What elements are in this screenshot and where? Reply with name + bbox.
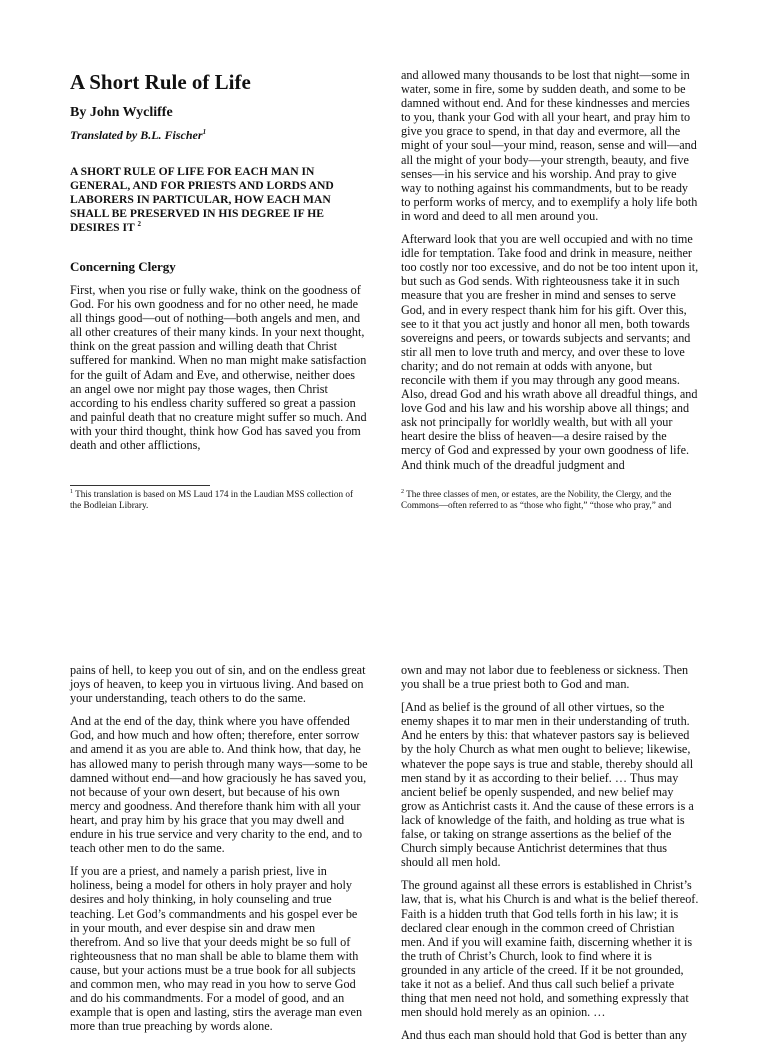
page-1-left-column bbox=[70, 70, 368, 461]
paragraph: Afterward look that you are well occupied and with no time idle for temptation. Take food and drink in measure, neither too costly nor too excessive, and do not be too intent upon it, but such as God sends. With righteousness take it in such measure that you are fresher in mind and senses to serve God, and in every respect thank him for his gift. Over this, see to it that you act justly and honor all men, both towards sovereigns and peers, or towards subjects and servants; and stir all men to love truth and mercy, and over these to love charity; and do not remain at odds with anyone, but reconcile with them if you may through any good means. Also, dread God and his wrath above all dreadful things, and love God and his law and his worship above all things; and ask not principally for worldly wealth, but with all your heart desire the bliss of heaven—a desire raised by the mercy of God and expressed by your own goodness of life. And think much of the dreadful judgment and bbox=[401, 232, 699, 472]
page-1 bbox=[0, 0, 768, 512]
paragraph: First, when you rise or fully wake, think on the goodness of God. For his own goodness and for no other need, he made all things good—out of nothing—both angels and men, and all other creatures of their many kinds. In your next thought, think on the great passion and willing death that Christ suffered for mankind. When no man might make satisfaction for the guilt of Adam and Eve, and otherwise, neither does an angel owe nor might pay those wages, then Christ according to his endless charity suffered so great a passion and painful death that no creature might suffer so much. And with your third thought, think how God has saved you from death and other afflictions, bbox=[70, 283, 367, 453]
footnote-ref-2[interactable]: 2 bbox=[137, 220, 141, 229]
paragraph: own and may not labor due to feebleness or sickness. Then you shall be a true priest both to God and man. bbox=[401, 663, 689, 692]
document-subtitle bbox=[70, 165, 368, 235]
footnote-text: This translation is based on MS Laud 174 in the Laudian MSS collection of the Bodleian Library. bbox=[70, 489, 354, 510]
paragraph: pains of hell, to keep you out of sin, and on the endless great joys of heaven, to keep you in virtuous living. And based on your understanding, teach others to do the same. bbox=[70, 663, 366, 706]
page-1-right-column bbox=[401, 68, 699, 481]
footnote-1 bbox=[70, 489, 366, 511]
footnote-number: 2 bbox=[401, 488, 404, 495]
author-line: By John Wycliffe bbox=[70, 105, 173, 120]
paragraph: If you are a priest, and namely a parish priest, live in holiness, being a model for others in holy prayer and holy desires and holy thinking, in holy counseling and true teaching. Let God’s commandments and his gospel ever be in your mouth, and ever despise sin and draw men therefrom. And so live that your deeds might be so full of righteousness that no man shall be able to blame them with cause, but your actions must be a true book for all subjects and common men, who may read in you how to serve God and do his commandments. For a model of good, and an example that is open and lasting, stirs the average man even more than true preaching by words alone. bbox=[70, 864, 363, 1034]
paragraph: The ground against all these errors is established in Christ’s law, that is, what his Church is and what is the belief thereof. Faith is a hidden truth that God tells forth in his law; it is declared clear enough in the common creed of Christian men. And if you will examine faith, discerning whether it is the truth of Christ’s Church, look to find where it is grounded in any article of the creed. If it be not grounded, take it not as a belief. And thus call such belief a private thing that men need not hold, and something expressly that men should hold merely as an opinion. … bbox=[401, 878, 699, 1020]
paragraph: [And as belief is the ground of all other virtues, so the enemy shapes it to mar men in their understanding of truth. And he enters by this: that whatever pastors say is believed by the holy Church as what men ought to believe; likewise, whatever the pope says is true and stable, thereby should all men stand by it as according to their belief. … Thus may ancient belief be openly suspended, and new belief may grow as Antichrist casts it. And the cause of these errors is a lack of knowledge of the faith, and holding as true what is false, or taking on strange assertions as the belief of the Church simply because Antichrist determines that thus should all men hold. bbox=[401, 700, 694, 870]
translator-text: Translated by B.L. Fischer bbox=[70, 128, 203, 142]
translator-line bbox=[70, 128, 368, 143]
paragraph: and allowed many thousands to be lost that night—some in water, some in fire, some by sudden death, and some to be damned without end. And for these kindnesses and mercies to you, thank your God with all your heart, and pray him to give you grace to spend, in that day and evermore, all the might of your soul—your mind, reason, sense and will—and all the might of your body—your strength, beauty, and five senses—in his service and his worship. And pray to give way to nothing against his commandments, but to be ready to perform works of mercy, and to exemplify a holy life both in word and deed to all men around you. bbox=[401, 68, 698, 223]
document-title: A Short Rule of Life bbox=[70, 70, 251, 94]
footnote-text: The three classes of men, or estates, are the Nobility, the Clergy, and the Commons—often referred to as “those who fight,” “those who pray,” and bbox=[401, 489, 672, 510]
subtitle-text: A SHORT RULE OF LIFE FOR EACH MAN IN GENERAL, AND FOR PRIESTS AND LORDS AND LABORERS IN PARTICULAR, HOW EACH MAN SHALL BE PRESERVED IN HIS DEGREE IF HE DESIRES IT bbox=[70, 165, 334, 234]
page-2 bbox=[0, 512, 768, 1043]
paragraph: And at the end of the day, think where you have offended God, and how much and how often; therefore, enter sorrow and amend it as you are able to. And think how, that day, he has allowed many to perish through many ways—some to be damned without end—and how graciously he has saved you, not because of your own desert, but because of his own mercy and goodness. And therefore thank him with all your heart, and pray him by his grace that you may dwell and endure in his true service and very charity to the end, and to teach other men to do the same. bbox=[70, 714, 368, 856]
footnote-divider bbox=[70, 485, 210, 486]
paragraph: And thus each man should hold that God is better than any bbox=[401, 1028, 688, 1043]
page-2-left-column bbox=[70, 663, 368, 1042]
footnote-ref-1[interactable]: 1 bbox=[202, 128, 207, 136]
section-heading-clergy: Concerning Clergy bbox=[70, 259, 176, 274]
footnote-number: 1 bbox=[70, 488, 73, 495]
page-2-right-column bbox=[401, 663, 699, 1051]
